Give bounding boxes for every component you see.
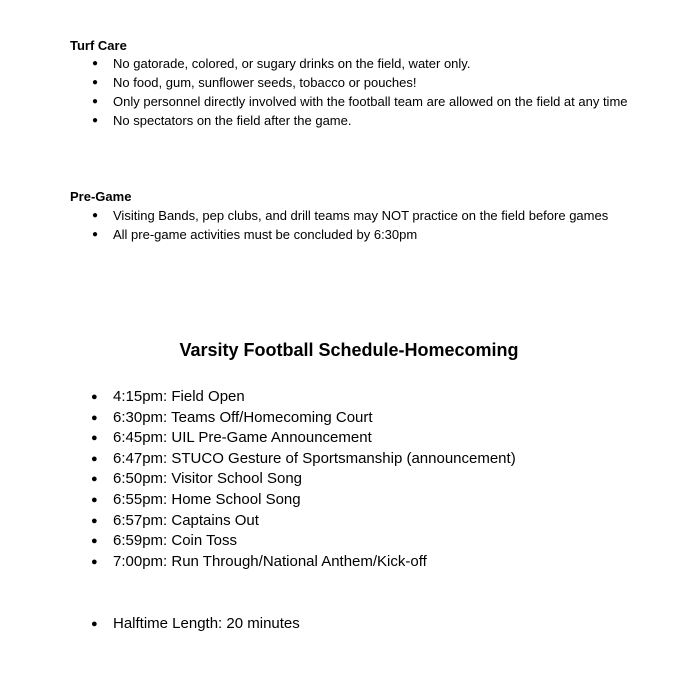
list-item: ● 6:47pm: STUCO Gesture of Sportsmanship (announcement): [70, 449, 630, 470]
list-item: ● 7:00pm: Run Through/National Anthem/Kick-off: [70, 552, 630, 573]
list-item: ● No spectators on the field after the game.: [70, 111, 630, 130]
list-item: ● 6:55pm: Home School Song: [70, 490, 630, 511]
pre-game-list: [70, 206, 630, 244]
pre-game-heading: Pre-Game: [70, 189, 132, 204]
turf-care-list: [70, 54, 630, 130]
list-item: ● Only personnel directly involved with the football team are allowed on the field at any time: [70, 92, 630, 111]
list-item: ● 4:15pm: Field Open: [70, 387, 630, 408]
schedule-title: Varsity Football Schedule-Homecoming: [179, 340, 519, 360]
list-item: ● All pre-game activities must be concluded by 6:30pm: [70, 225, 630, 244]
schedule-list: [70, 387, 630, 572]
turf-care-heading: Turf Care: [70, 38, 127, 53]
list-item: ● No food, gum, sunflower seeds, tobacco or pouches!: [70, 73, 630, 92]
list-item: ● 6:57pm: Captains Out: [70, 511, 630, 532]
halftime-item: ● Halftime Length: 20 minutes: [70, 614, 630, 635]
list-item: ● Visiting Bands, pep clubs, and drill teams may NOT practice on the field before games: [70, 206, 630, 225]
halftime-list: [70, 614, 630, 635]
list-item: ● 6:50pm: Visitor School Song: [70, 469, 630, 490]
list-item: ● No gatorade, colored, or sugary drinks on the field, water only.: [70, 54, 630, 73]
list-item: ● 6:59pm: Coin Toss: [70, 531, 630, 552]
list-item: ● 6:30pm: Teams Off/Homecoming Court: [70, 408, 630, 429]
list-item: ● 6:45pm: UIL Pre-Game Announcement: [70, 428, 630, 449]
